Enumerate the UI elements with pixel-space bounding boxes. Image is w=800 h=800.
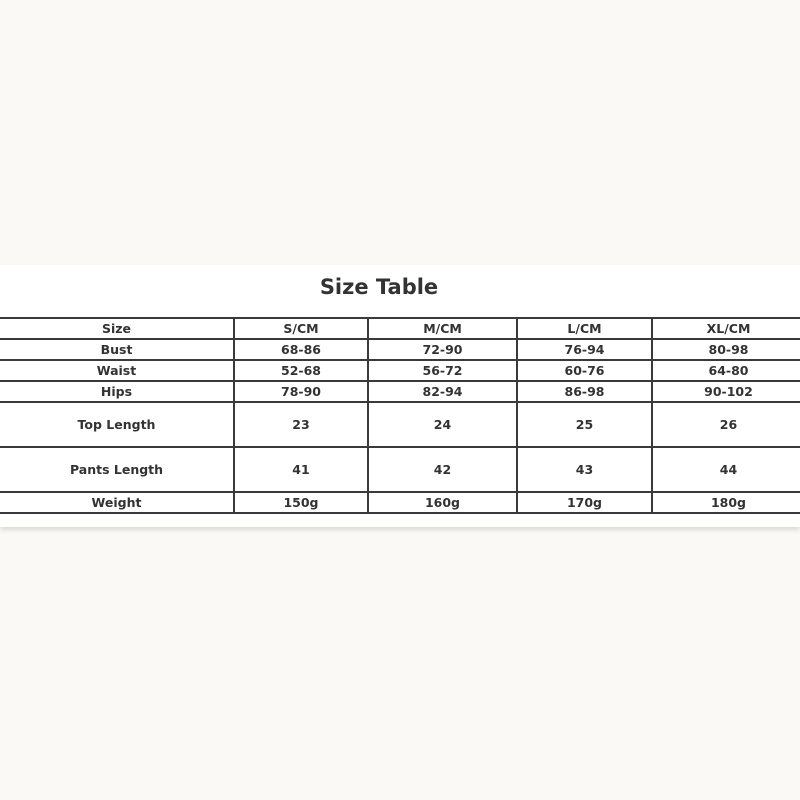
header-row [0,318,800,339]
header-cell-l: L/CM [517,318,652,339]
header-cell-size: Size [0,318,234,339]
table-cell: 180g [652,492,800,513]
table-cell: 43 [517,447,652,492]
row-label: Weight [0,492,234,513]
table-cell: 64-80 [652,360,800,381]
table-row-bust [0,339,800,360]
table-row-waist [0,360,800,381]
table-row-weight [0,492,800,513]
row-label: Top Length [0,402,234,447]
header-cell-m: M/CM [368,318,517,339]
row-label: Hips [0,381,234,402]
table-cell: 60-76 [517,360,652,381]
table-row-hips [0,381,800,402]
header-cell-s: S/CM [234,318,368,339]
table-cell: 68-86 [234,339,368,360]
table-row-pants-length [0,447,800,492]
table-cell: 26 [652,402,800,447]
table-cell: 52-68 [234,360,368,381]
table-cell: 86-98 [517,381,652,402]
table-cell: 72-90 [368,339,517,360]
table-cell: 41 [234,447,368,492]
table-cell: 24 [368,402,517,447]
table-row-top-length [0,402,800,447]
table-cell: 80-98 [652,339,800,360]
row-label: Pants Length [0,447,234,492]
size-table-panel [0,265,800,527]
table-cell: 23 [234,402,368,447]
table-title: Size Table [319,275,439,299]
table-cell: 76-94 [517,339,652,360]
header-cell-xl: XL/CM [652,318,800,339]
table-cell: 44 [652,447,800,492]
row-label: Bust [0,339,234,360]
table-cell: 42 [368,447,517,492]
table-cell: 150g [234,492,368,513]
table-cell: 25 [517,402,652,447]
size-table [0,317,800,514]
table-cell: 90-102 [652,381,800,402]
table-cell: 78-90 [234,381,368,402]
row-label: Waist [0,360,234,381]
table-cell: 160g [368,492,517,513]
table-cell: 56-72 [368,360,517,381]
table-cell: 82-94 [368,381,517,402]
table-cell: 170g [517,492,652,513]
